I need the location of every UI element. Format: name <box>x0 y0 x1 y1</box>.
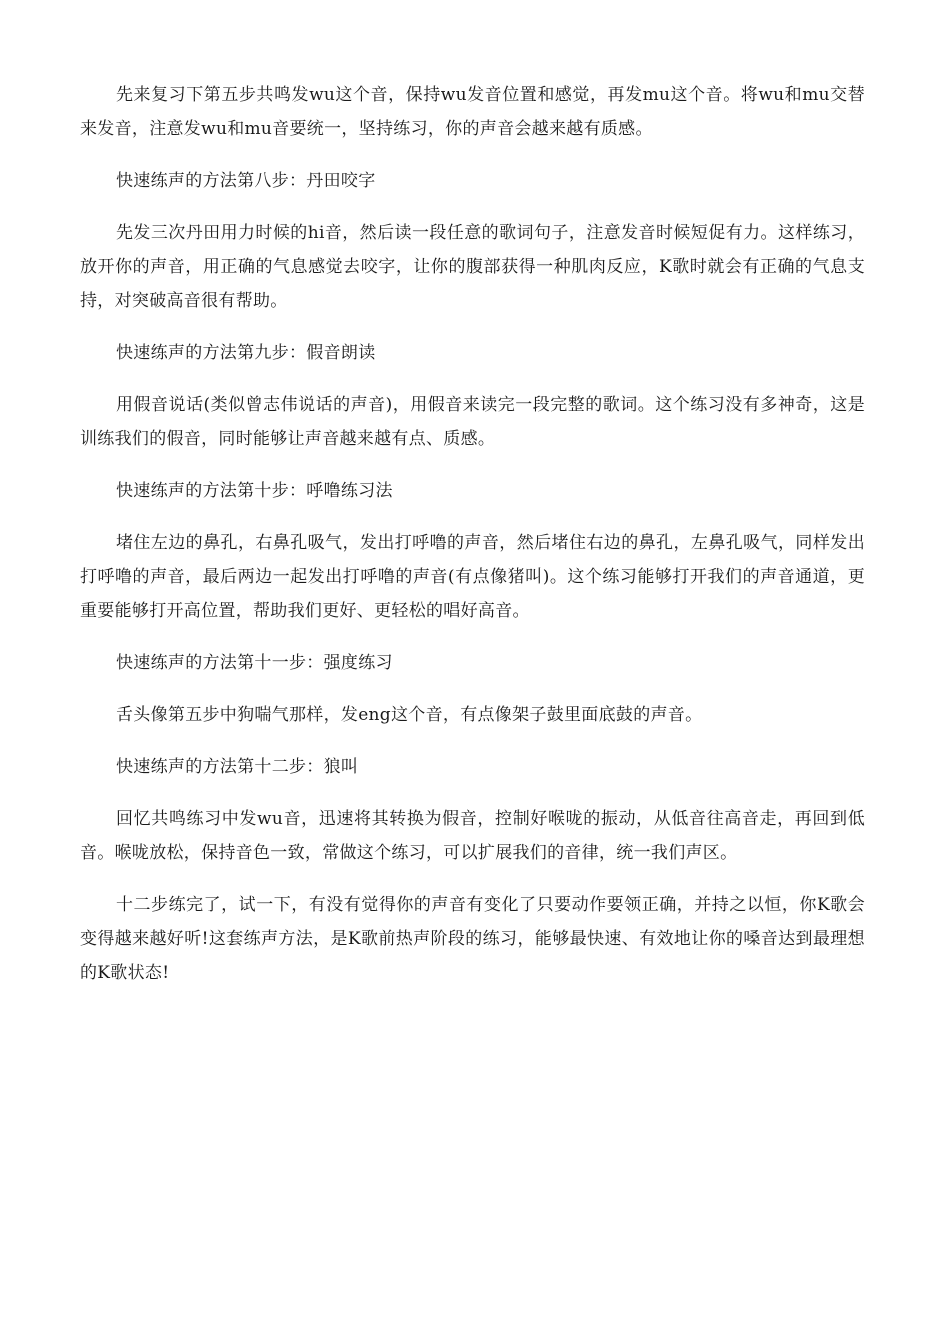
document-page <box>80 78 865 1008</box>
paragraph-step11: 舌头像第五步中狗喘气那样，发eng这个音，有点像架子鼓里面底鼓的声音。 <box>116 705 703 725</box>
paragraph-step10: 堵住左边的鼻孔，右鼻孔吸气，发出打呼噜的声音，然后堵住右边的鼻孔，左鼻孔吸气，同样发出打呼噜的声音，最后两边一起发出打呼噜的声音(有点像猪叫)。这个练习能够打开我们的声音通道，更重要能够打开高位置，帮助我们更好、更轻松的唱好高音。 <box>80 533 865 621</box>
paragraph-step8: 先发三次丹田用力时候的hi音，然后读一段任意的歌词句子，注意发音时候短促有力。这样练习，放开你的声音，用正确的气息感觉去咬字，让你的腹部获得一种肌肉反应，K歌时就会有正确的气息支持，对突破高音很有帮助。 <box>80 223 865 311</box>
paragraph-step12: 回忆共鸣练习中发wu音，迅速将其转换为假音，控制好喉咙的振动，从低音往高音走，再回到低音。喉咙放松，保持音色一致，常做这个练习，可以扩展我们的音律，统一我们声区。 <box>80 809 865 863</box>
heading-step11: 快速练声的方法第十一步：强度练习 <box>116 653 393 673</box>
heading-step9: 快速练声的方法第九步：假音朗读 <box>116 343 376 363</box>
paragraph-review-step5: 先来复习下第五步共鸣发wu这个音，保持wu发音位置和感觉，再发mu这个音。将wu和mu交替来发音，注意发wu和mu音要统一，坚持练习，你的声音会越来越有质感。 <box>80 85 865 139</box>
heading-step12: 快速练声的方法第十二步：狼叫 <box>116 757 359 777</box>
heading-step10: 快速练声的方法第十步：呼噜练习法 <box>116 481 393 501</box>
paragraph-step9: 用假音说话(类似曾志伟说话的声音)，用假音来读完一段完整的歌词。这个练习没有多神奇，这是训练我们的假音，同时能够让声音越来越有点、质感。 <box>80 395 865 449</box>
paragraph-conclusion: 十二步练完了，试一下，有没有觉得你的声音有变化了只要动作要领正确，并持之以恒，你K歌会变得越来越好听!这套练声方法，是K歌前热声阶段的练习，能够最快速、有效地让你的嗓音达到最理想的K歌状态! <box>80 895 865 983</box>
heading-step8: 快速练声的方法第八步：丹田咬字 <box>116 171 376 191</box>
